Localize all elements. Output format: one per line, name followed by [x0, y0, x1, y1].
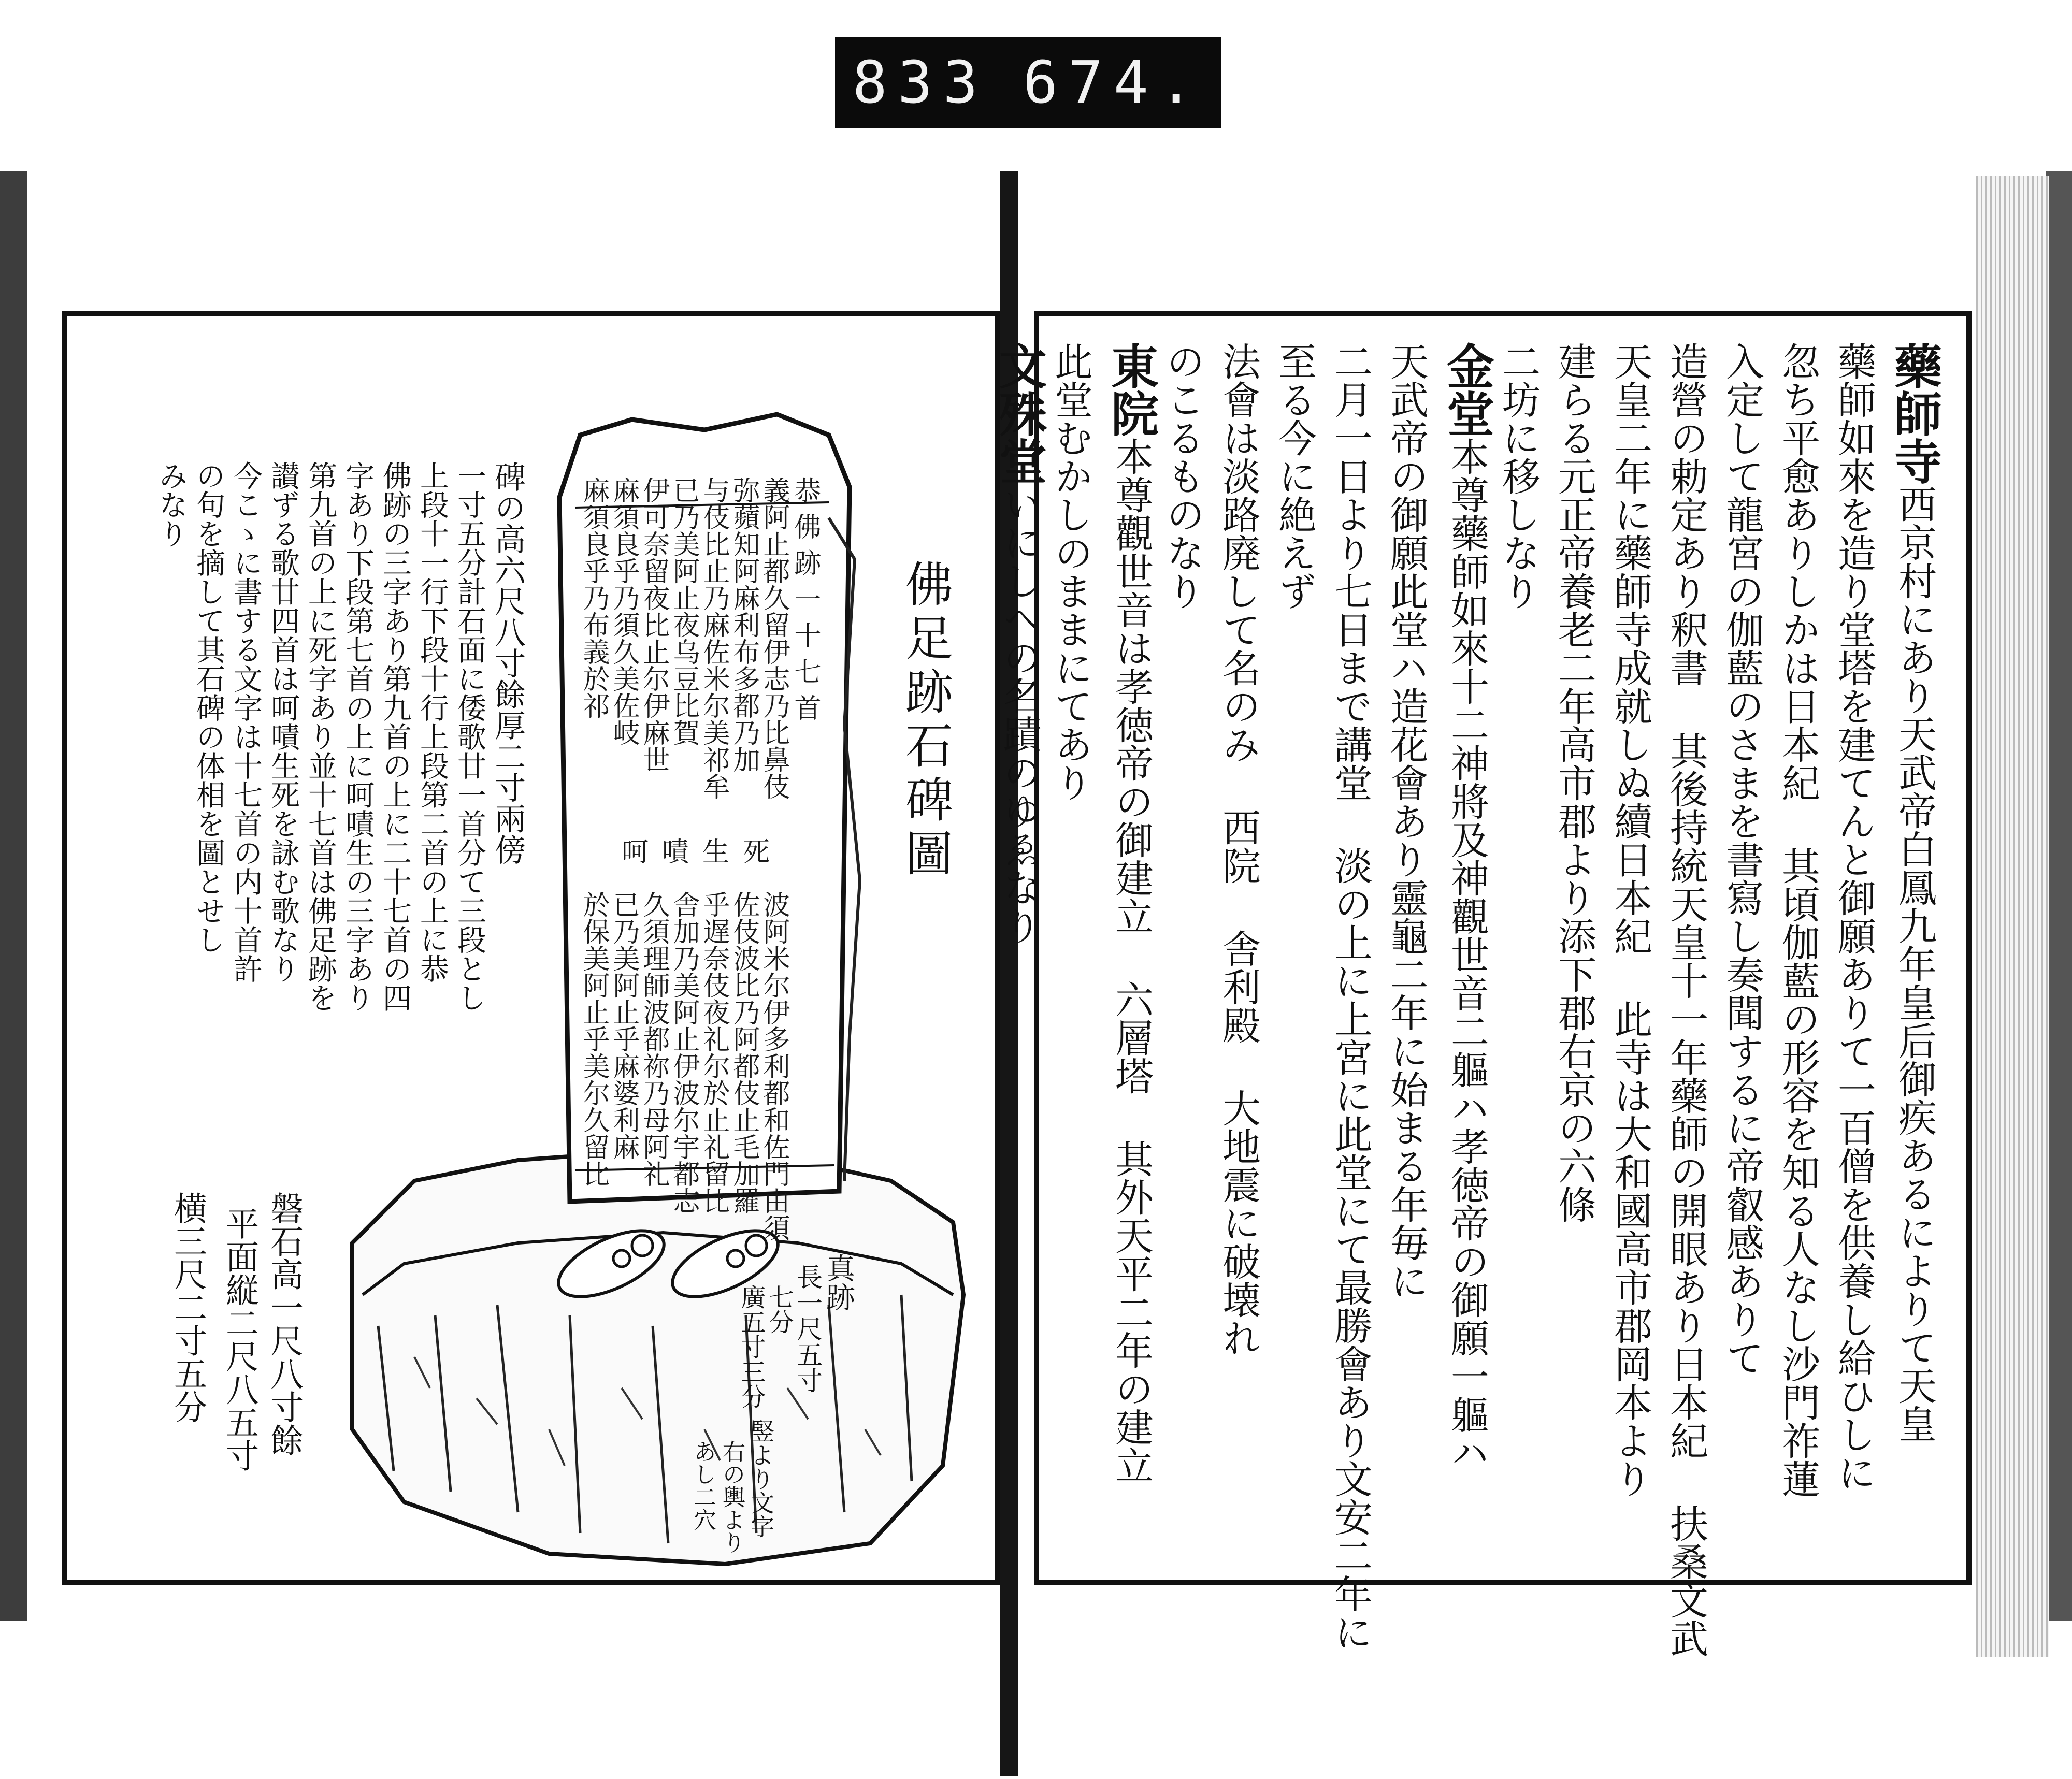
footprint-note-line: 長一尺五寸 — [793, 1264, 823, 1393]
column-text: のこるものなり — [1160, 342, 1205, 610]
catalog-number-label — [835, 37, 1221, 128]
text-column — [991, 342, 1047, 945]
annotation-note-line: 右の輿より — [718, 1440, 745, 1554]
stele-heading-2: 呵嘖生死 — [622, 837, 784, 868]
description-line: 碑の高六尺八寸餘厚二寸兩傍 — [490, 461, 526, 865]
description-line: 上段十一行下段十行上段第二首の上に恭 — [415, 461, 449, 983]
description-line: 讃ずる歌廿四首は呵嘖生死を詠む歌なり — [266, 461, 300, 983]
stele-line: 麻須良乎乃布義於祁 — [578, 476, 609, 719]
text-column — [1103, 342, 1159, 1484]
description-line: の句を摘して其石碑の体相を圖とせし — [192, 461, 225, 954]
page-edges — [1976, 176, 2049, 1657]
column-text: 西京村にあり天武帝白鳳九年皇后御疾あるによりて天皇 — [1892, 485, 1937, 1443]
text-column — [1887, 342, 1942, 1443]
footprint-note-line: 七分 — [765, 1284, 794, 1334]
dimension-line: 横三尺二寸五分 — [168, 1191, 207, 1423]
text-column — [1216, 342, 1261, 1357]
column-text: 此堂むかしのままにてあり — [1048, 342, 1093, 802]
annotation-note-line: 竪より文字 — [747, 1419, 775, 1538]
column-text: 本尊觀世音は孝徳帝の御建立 六層塔 其外天平二年の建立 — [1109, 437, 1154, 1484]
dimension-line: 磐石高一尺八寸餘 — [265, 1191, 303, 1456]
stele-line: 波阿米尔伊多利都和佐門由須 — [758, 891, 789, 1241]
catalog-number-left: 833 — [852, 49, 988, 117]
column-text: 入定して龍宮の伽藍のさまを書寫し奏聞するに帝叡感ありて — [1720, 342, 1764, 1377]
section-heading: 東院 — [1103, 342, 1159, 437]
figure-title: 佛足跡石碑圖 — [898, 559, 953, 883]
column-text: 忽ち平愈ありしかは日本紀 其頃伽藍の形容を知る人なし沙門祚蓮 — [1776, 342, 1820, 1498]
stele-line: 伊可奈留夜比止尔伊麻世 — [638, 476, 669, 773]
text-column — [1776, 342, 1820, 1498]
description-line: 佛跡の三字あり第九首の上に二十七首の四 — [378, 461, 412, 1012]
stele-line: 義阿止都久留伊志乃比鼻伎 — [758, 476, 789, 800]
section-heading: 藥師寺 — [1887, 342, 1942, 485]
column-text: 天武帝の御願此堂ハ造花會あり靈龜二年に始まる年毎に — [1384, 342, 1429, 1300]
stele-line: 於保美阿止乎美尔久留比 — [578, 891, 609, 1187]
stele-line: 弥蘋知阿麻利布多都乃加 — [728, 476, 759, 773]
footprint-note-line: 真跡 — [822, 1253, 855, 1311]
column-text: 二坊に移しなり — [1496, 342, 1541, 610]
stele-line: 佐伎波比乃阿都伎止毛加羅 — [728, 891, 759, 1214]
column-text: 造營の勅定あり釈書 其後持統天皇十一年藥師の開眼あり日本紀 扶桑文武 — [1664, 342, 1708, 1657]
description-line: 一寸五分計石面に倭歌廿一首分て三段とし — [453, 461, 486, 1012]
description-line: みなり — [154, 461, 188, 548]
stele-line: 舎加乃美阿止伊波尔宇都志 — [668, 891, 699, 1214]
column-text: 建らる元正帝養老二年高市郡より添下郡右京の六條 — [1552, 342, 1596, 1223]
stele-line: 乎遅奈伎夜礼尔於止礼留比 — [698, 891, 729, 1214]
column-text: 本尊藥師如來十二神將及神觀世音二軀ハ孝徳帝の御願一軀ハ — [1445, 437, 1489, 1472]
book-binding-left — [0, 171, 27, 1621]
column-text: 至る今に絶えず — [1272, 342, 1317, 610]
footprint-note-line: 廣五寸三分 — [737, 1284, 766, 1409]
column-text: 二月一日より七日まで講堂 淡の上に上宮に此堂にて最勝會あり文安二年に — [1328, 342, 1373, 1651]
description-line: 今こゝに書する文字は十七首の内十首許 — [229, 461, 263, 983]
text-column — [1552, 342, 1596, 1223]
column-text: 藥師如來を造り堂塔を建てんと御願ありて一百僧を供養し給ひしに — [1832, 342, 1876, 1492]
stele-line: 已乃美阿止夜乌豆比賀 — [668, 476, 699, 746]
stele-line: 与伎比止乃麻佐米尔美祁牟 — [698, 476, 729, 800]
stele-line: 久須理師波都祢乃母阿礼 — [638, 891, 669, 1187]
text-column — [1439, 342, 1495, 1472]
stele-heading: 恭佛跡一十七首 — [789, 476, 821, 730]
section-heading: 文殊堂 — [991, 342, 1047, 485]
text-column — [1272, 342, 1317, 610]
text-column — [1048, 342, 1093, 802]
column-text: 天皇二年に藥師寺成就しぬ續日本紀 此寺は大和國高市郡岡本より — [1608, 342, 1652, 1498]
text-column — [1328, 342, 1373, 1651]
text-column — [1160, 342, 1205, 610]
column-text: 法會は淡路廃して名のみ 西院 舎利殿 大地震に破壊れ — [1216, 342, 1261, 1357]
description-line: 字あり下段第七首の上に呵嘖生の三字あり — [341, 461, 375, 1012]
text-column — [1608, 342, 1652, 1498]
text-column — [1496, 342, 1541, 610]
stele-line: 已乃美阿止乎麻婆利麻 — [608, 891, 639, 1160]
text-column — [1384, 342, 1429, 1300]
text-column — [1720, 342, 1764, 1377]
catalog-number-right: 674. — [1023, 49, 1204, 117]
book-binding-right — [2046, 171, 2072, 1621]
section-heading: 金堂 — [1439, 342, 1495, 437]
text-column — [1664, 342, 1708, 1657]
description-line: 第九首の上に死字あり並十七首は佛足跡を — [304, 461, 337, 1012]
stele-line: 麻須良乎乃須久美佐岐 — [608, 476, 639, 746]
dimension-line: 平面縦二尺八五寸 — [220, 1207, 258, 1472]
text-column — [1832, 342, 1876, 1492]
annotation-note-line: あし二穴 — [689, 1440, 716, 1531]
column-text: いにしへの名蹟のゆゑなり — [997, 485, 1042, 945]
